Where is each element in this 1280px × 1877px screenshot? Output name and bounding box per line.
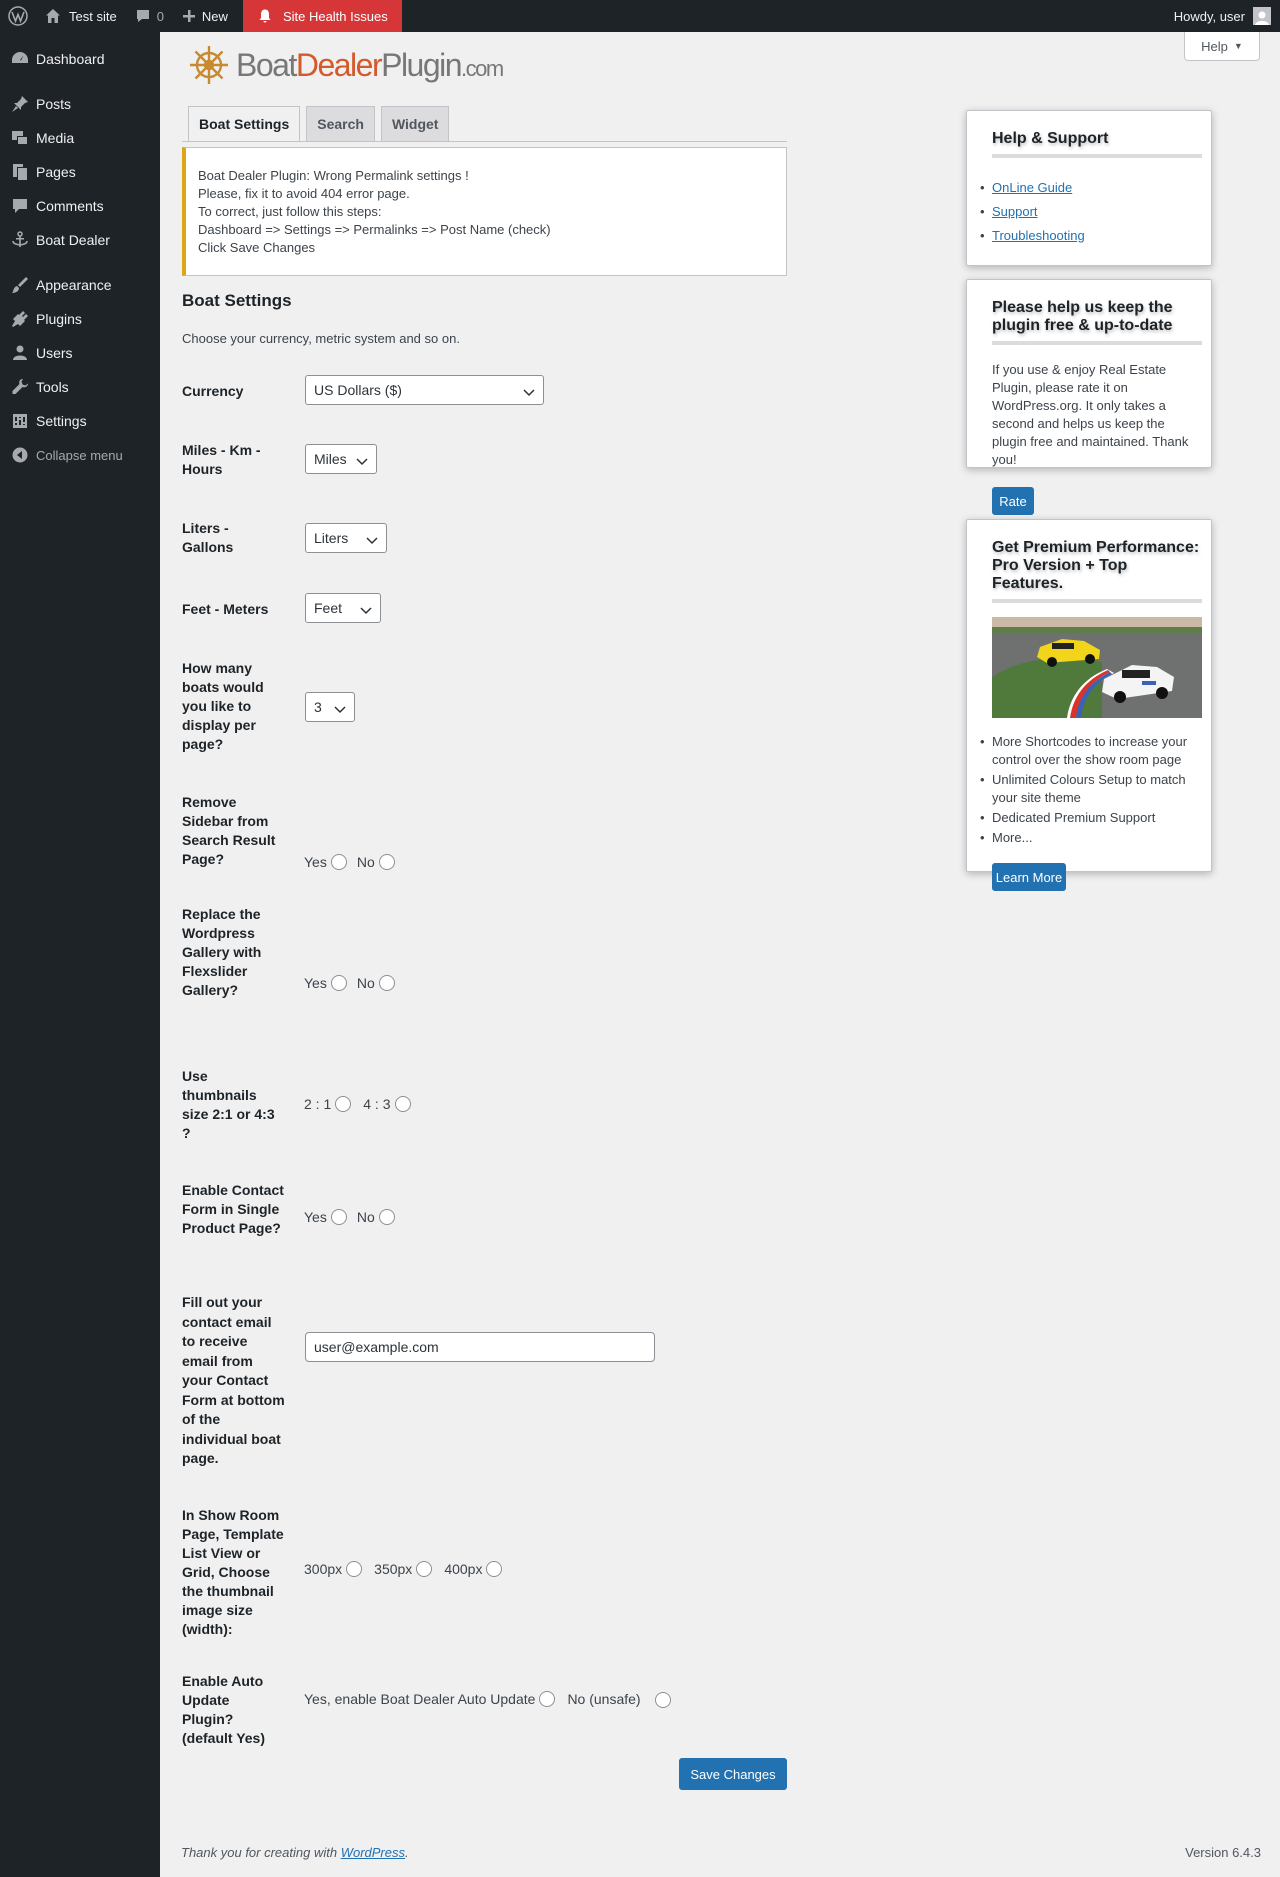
- title-divider: [992, 154, 1202, 158]
- title-divider: [992, 599, 1202, 603]
- sidebar-item-settings[interactable]: [0, 404, 160, 438]
- site-health-label: Site Health Issues: [282, 8, 388, 24]
- premium-box: [966, 519, 1212, 885]
- flexslider-yes-radio[interactable]: [331, 975, 347, 991]
- settings-tabs: [188, 106, 455, 142]
- footer-thanks: Thank you for creating with WordPress.: [181, 1845, 409, 1860]
- thumbnails-2-1-radio[interactable]: [335, 1096, 351, 1112]
- contact-form-label: Enable Contact Form in Single Product Page?: [182, 1182, 284, 1236]
- liters-label: Liters - Gallons: [182, 520, 234, 555]
- sidebar-item-tools[interactable]: [0, 370, 160, 404]
- feet-select[interactable]: [305, 593, 381, 623]
- help-tab-button[interactable]: [1184, 32, 1260, 61]
- save-changes-button[interactable]: Save Changes: [679, 1758, 787, 1790]
- new-content-link[interactable]: [173, 0, 237, 32]
- notice-line: Boat Dealer Plugin: Wrong Permalink settings !: [198, 168, 469, 183]
- chevron-down-icon: [360, 603, 372, 619]
- contact-form-yes-option: Yes: [304, 1209, 347, 1225]
- notice-line: Dashboard => Settings => Permalinks => Post Name (check): [198, 222, 551, 237]
- admin-sidebar: [0, 32, 160, 1877]
- thumb-width-radio-group: [304, 1561, 512, 1577]
- dashboard-icon: [10, 49, 30, 69]
- sidebar-item-comments[interactable]: [0, 189, 160, 223]
- racing-cars-image: [992, 617, 1202, 718]
- list-item: • Support: [980, 204, 1038, 219]
- remove-sidebar-yes-option: Yes: [304, 854, 347, 870]
- footer-version: Version 6.4.3: [1185, 1845, 1261, 1860]
- remove-sidebar-no-option: No: [357, 854, 395, 870]
- feet-value: Feet: [314, 600, 343, 616]
- miles-select[interactable]: [305, 444, 377, 474]
- per-page-value: 3: [314, 699, 322, 715]
- auto-update-no-radio[interactable]: [655, 1692, 671, 1708]
- site-name-link[interactable]: [36, 0, 126, 32]
- brush-icon: [10, 275, 30, 295]
- list-item: • OnLine Guide: [980, 180, 1073, 195]
- sidebar-item-label: Appearance: [36, 277, 112, 293]
- sidebar-item-label: Users: [36, 345, 73, 361]
- currency-value: US Dollars ($): [314, 382, 402, 398]
- miles-value: Miles: [314, 451, 347, 467]
- sidebar-item-label: Dashboard: [36, 51, 105, 67]
- rate-button[interactable]: Rate: [992, 487, 1034, 515]
- wordpress-logo-icon[interactable]: [0, 0, 36, 32]
- premium-features-list: [992, 733, 1203, 847]
- tab-widget[interactable]: Widget: [381, 106, 450, 142]
- flexslider-no-option: No: [357, 975, 395, 991]
- auto-update-no-option: No (unsafe): [567, 1691, 641, 1707]
- contact-form-yes-radio[interactable]: [331, 1209, 347, 1225]
- thumbnails-label: Use thumbnails size 2:1 or 4:3 ?: [182, 1068, 275, 1141]
- list-item: • More Shortcodes to increase your control over the show room page: [992, 733, 1203, 769]
- auto-update-yes-option: Yes, enable Boat Dealer Auto Update: [304, 1691, 555, 1707]
- sidebar-item-plugins[interactable]: [0, 302, 160, 336]
- comment-icon: [135, 8, 151, 24]
- list-item: • More...: [992, 829, 1203, 847]
- thumb-width-300-radio[interactable]: [346, 1561, 362, 1577]
- auto-update-radio-group: [304, 1690, 704, 1708]
- list-item: • Troubleshooting: [980, 228, 1085, 243]
- notice-line: Click Save Changes: [198, 240, 316, 255]
- contact-form-radio-group: [304, 1209, 405, 1225]
- comments-count: 0: [156, 8, 164, 24]
- thumbnails-radio-group: [304, 1096, 421, 1112]
- contact-email-field[interactable]: [305, 1332, 655, 1362]
- remove-sidebar-radio-group: [304, 854, 405, 870]
- user-icon: [10, 343, 30, 363]
- section-description: Choose your currency, metric system and so on.: [182, 331, 460, 346]
- sidebar-item-boat-dealer[interactable]: [0, 223, 160, 257]
- new-label: New: [201, 8, 228, 24]
- pin-icon: [10, 94, 30, 114]
- sidebar-item-pages[interactable]: [0, 155, 160, 189]
- sidebar-item-posts[interactable]: [0, 87, 160, 121]
- rate-box-title: Please help us keep the plugin free & up-to-date: [992, 299, 1173, 334]
- media-icon: [10, 128, 30, 148]
- thumb-width-400-radio[interactable]: [486, 1561, 502, 1577]
- permalink-warning-notice: [182, 147, 787, 276]
- sidebar-item-label: Boat Dealer: [36, 232, 110, 248]
- logo-text: BoatDealerPlugin.com: [236, 46, 503, 83]
- help-tab-label: Help: [1201, 38, 1228, 54]
- rate-plugin-box: [966, 279, 1212, 509]
- bell-icon: [257, 8, 273, 24]
- per-page-label: How many boats would you like to display per page?: [182, 660, 264, 752]
- collapse-menu-button[interactable]: [0, 438, 160, 472]
- currency-select[interactable]: [305, 375, 544, 405]
- collapse-menu-label: Collapse menu: [36, 447, 123, 463]
- remove-sidebar-no-radio[interactable]: [379, 854, 395, 870]
- help-links-list: [980, 178, 1202, 246]
- title-divider: [992, 341, 1202, 345]
- sidebar-item-label: Media: [36, 130, 75, 146]
- chevron-down-icon: [334, 702, 346, 718]
- thumb-width-label: In Show Room Page, Template List View or Grid, Choose the thumbnail image size (width):: [182, 1507, 284, 1637]
- plug-icon: [10, 309, 30, 329]
- chevron-down-icon: [366, 533, 378, 549]
- comments-link[interactable]: [126, 0, 173, 32]
- pages-icon: [10, 162, 30, 182]
- sidebar-item-media[interactable]: [0, 121, 160, 155]
- list-item: • Unlimited Colours Setup to match your site theme: [992, 771, 1203, 807]
- site-health-link[interactable]: [243, 0, 402, 32]
- sidebar-item-label: Comments: [36, 198, 104, 214]
- per-page-select[interactable]: [305, 692, 355, 722]
- contact-email-label: Fill out your contact email to receive email from your Contact Form at bottom of the individual boat page.: [182, 1294, 285, 1466]
- premium-box-title: Get Premium Performance: Pro Version + Top Features.: [992, 539, 1200, 592]
- thumbnails-4-3-option: 4 : 3: [363, 1096, 410, 1112]
- chevron-down-icon: [356, 454, 368, 470]
- thumb-width-300-option: 300px: [304, 1561, 362, 1577]
- sidebar-item-label: Posts: [36, 96, 72, 112]
- ship-wheel-icon: [188, 44, 230, 86]
- feet-label: Feet - Meters: [182, 601, 269, 617]
- support-link[interactable]: Support: [992, 204, 1038, 219]
- tab-boat-settings[interactable]: Boat Settings: [188, 106, 300, 142]
- wrench-icon: [10, 377, 30, 397]
- avatar: [1253, 7, 1271, 25]
- caret-down-icon: ▼: [1233, 41, 1243, 51]
- thumb-width-350-radio[interactable]: [416, 1561, 432, 1577]
- help-support-title: Help & Support: [992, 130, 1109, 147]
- settings-icon: [10, 411, 30, 431]
- sidebar-item-label: Pages: [36, 164, 76, 180]
- help-support-box: [966, 110, 1212, 266]
- troubleshooting-link[interactable]: Troubleshooting: [992, 228, 1085, 243]
- flexslider-no-radio[interactable]: [379, 975, 395, 991]
- learn-more-button[interactable]: Learn More: [992, 863, 1066, 891]
- auto-update-label: Enable Auto Update Plugin? (default Yes): [182, 1673, 265, 1746]
- online-guide-link[interactable]: OnLine Guide: [992, 180, 1073, 195]
- home-icon: [45, 8, 61, 24]
- howdy-label: Howdy, user: [1173, 8, 1245, 24]
- tab-divider: [182, 141, 787, 142]
- contact-form-no-radio[interactable]: [379, 1209, 395, 1225]
- sidebar-item-label: Tools: [36, 379, 69, 395]
- auto-update-yes-radio[interactable]: [539, 1691, 555, 1707]
- plus-icon: [182, 9, 196, 23]
- sidebar-item-label: Plugins: [36, 311, 82, 327]
- thumb-width-400-option: 400px: [444, 1561, 502, 1577]
- sidebar-item-label: Settings: [36, 413, 87, 429]
- admin-bar: [0, 0, 1280, 32]
- site-name-label: Test site: [69, 8, 117, 24]
- flexslider-radio-group: [304, 975, 405, 991]
- collapse-icon: [10, 445, 30, 465]
- liters-value: Liters: [314, 530, 349, 546]
- notice-line: Please, fix it to avoid 404 error page.: [198, 186, 410, 201]
- sidebar-item-appearance[interactable]: [0, 268, 160, 302]
- account-menu[interactable]: [1165, 0, 1280, 32]
- rate-box-text: If you use & enjoy Real Estate Plugin, please rate it on WordPress.org. It only takes a second and helps us keep the plugin free and maintained. Thank you!: [992, 362, 1189, 467]
- section-title: Boat Settings: [182, 291, 292, 310]
- chevron-down-icon: [523, 385, 535, 401]
- notice-line: To correct, just follow this steps:: [198, 204, 382, 219]
- miles-label: Miles - Km - Hours: [182, 442, 261, 477]
- currency-label: Currency: [182, 383, 244, 399]
- remove-sidebar-label: Remove Sidebar from Search Result Page?: [182, 794, 276, 867]
- anchor-icon: [10, 230, 30, 250]
- sidebar-item-dashboard[interactable]: [0, 42, 160, 76]
- flexslider-yes-option: Yes: [304, 975, 347, 991]
- plugin-logo: [188, 44, 503, 86]
- thumbnails-2-1-option: 2 : 1: [304, 1096, 351, 1112]
- liters-select[interactable]: [305, 523, 387, 553]
- flexslider-label: Replace the Wordpress Gallery with Flexslider Gallery?: [182, 906, 262, 998]
- wordpress-link[interactable]: WordPress: [340, 1845, 405, 1860]
- contact-form-no-option: No: [357, 1209, 395, 1225]
- remove-sidebar-yes-radio[interactable]: [331, 854, 347, 870]
- thumbnails-4-3-radio[interactable]: [395, 1096, 411, 1112]
- list-item: • Dedicated Premium Support: [992, 809, 1203, 827]
- main-content: [160, 32, 1280, 1877]
- sidebar-item-users[interactable]: [0, 336, 160, 370]
- tab-search[interactable]: Search: [306, 106, 375, 142]
- comment-icon: [10, 196, 30, 216]
- thumb-width-350-option: 350px: [374, 1561, 432, 1577]
